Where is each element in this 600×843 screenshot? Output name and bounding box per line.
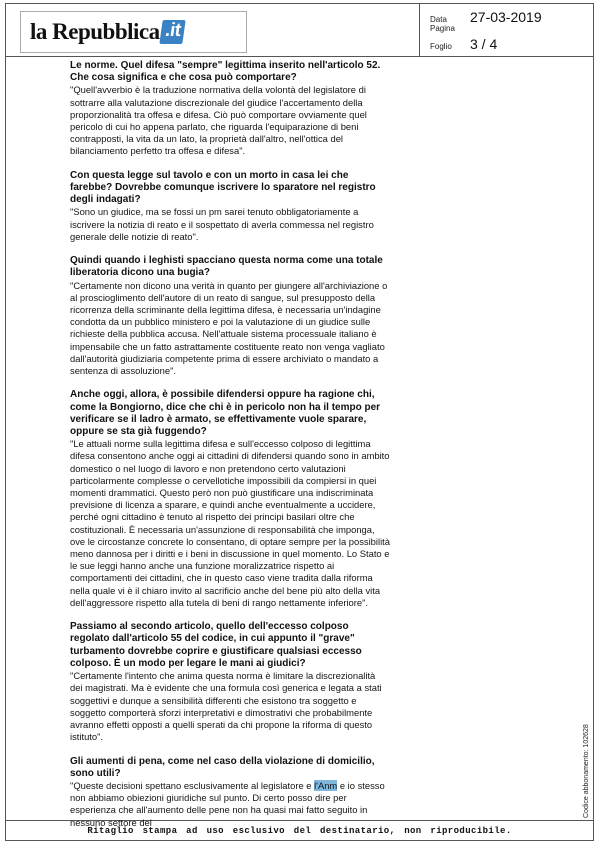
question: Passiamo al secondo articolo, quello dell'eccesso colposo regolato dall'articolo 55 del codice, in cui appunto il "grave" turbamento dovrebbe coprire e giustificare qualsiasi eccesso colposo. È un modo per legare le mani ai giudici? — [70, 621, 362, 669]
question: Quindi quando i leghisti spacciano questa norma come una totale liberatoria dicono una bugia? — [70, 255, 383, 279]
question: Con questa legge sul tavolo e con un morto in casa lei che farebbe? Dovrebbe comunque iscrivere lo sparatore nel registro degli indagati? — [70, 169, 376, 206]
qa-block — [70, 170, 390, 243]
meta-sheet — [430, 36, 497, 52]
answer: "Sono un giudice, ma se fossi un pm sarei tenuto obbligatoriamente a iscrivere la notizia di reato e il sospettato di averla commessa nel registro generale delle notizie di reato". — [70, 206, 374, 242]
header — [5, 3, 594, 57]
logo-box — [20, 11, 247, 53]
subscription-code: Codice abbonamento: 102628 — [583, 724, 590, 818]
article-body — [70, 60, 390, 841]
qa-block — [70, 621, 390, 743]
footer-notice: Ritaglio stampa ad uso esclusivo del destinatario, non riproducibile. — [5, 821, 594, 841]
highlighted-text[interactable]: l'Anm — [314, 779, 338, 791]
date-value: 27-03-2019 — [470, 9, 542, 25]
answer-text-start: "Queste decisioni spettano esclusivamente al legislatore e — [70, 779, 315, 791]
logo — [30, 17, 184, 47]
logo-suffix: .it — [159, 20, 186, 44]
answer: "Certamente non dicono una verità in quanto per giungere all'archiviazione o al proscioglimento dell'autore di un reato di sangue, sul presupposto della ricorrenza della scriminante della legittima difesa, è necessaria un'indagine condotta da un pubblico ministero e poi la valutazione di un giudice sulle richieste della pubblica accusa. Nell'attuale sistema processuale italiano è impensabile che un fatto astrattamente costituente reato non venga vagliato dall'autorità giudiziaria competente prima di essere archiviato o mandato a sentenza di assoluzione". — [70, 279, 388, 377]
answer-text-end: e io stesso non abbiamo obiezioni giuridiche sul punto. Di certo posso dire per esperienza che all'aumento delle pene non ha quasi mai fatto seguito in nessuno settore del — [70, 779, 385, 828]
meta-divider — [419, 3, 420, 57]
answer: "Quell'avverbio è la traduzione normativa della volontà del legislatore di sottrarre alla valutazione discrezionale del giudice l'accertamento della proporzionalità tra offesa e difesa. Ciò può comportare ovviamente quel pericolo di cui ho appena parlato, che riguarda l'equiparazione di beni contrapposti, la vita da un lato, la proprietà dall'altro, nell'ottica del bilanciamento perfetto tra offesa e difesa". — [70, 84, 367, 157]
question: Gli aumenti di pena, come nel caso della violazione di domicilio, sono utili? — [70, 755, 375, 779]
meta-date — [430, 9, 542, 25]
page-label: Pagina — [430, 24, 455, 33]
date-label: Data — [430, 15, 447, 24]
logo-text: la Repubblica — [30, 19, 160, 44]
qa-block — [70, 60, 390, 158]
answer: "Certamente l'intento che anima questa norma è limitare la discrezionalità dei magistrati. Ma è evidente che una formula così generica e legata a stati soggettivi e dunque a sensibilità differenti che esistono tra soggetto e soggetto comporterà sforzi interpretativi e dimostrativi che probabilmente avranno effetti opposti a quelli sperati da chi propone la riforma di questo istituto". — [70, 670, 382, 743]
qa-block-last — [70, 756, 390, 829]
question: Anche oggi, allora, è possibile difendersi oppure ha ragione chi, come la Bongiorno, dice che chi è in pericolo non ha il tempo per verificare se il ladro è armato, se effettivamente vuole sparare, oppure se sta già fuggendo? — [70, 389, 381, 438]
sheet-label: Foglio — [430, 42, 452, 51]
meta-page — [430, 24, 470, 33]
answer: "Le attuali norme sulla legittima difesa e sull'eccesso colposo di legittima difesa consentono anche oggi ai cittadini di difendersi quando sono in ambito domestico o nel luogo di lavoro e non pretendono certo valutazioni particolarmente complesse o cervellotiche impossibili da compiersi in quei momenti drammatici. Questo però non può giustificare una indiscriminata previsione di licenza a sparare, e quindi anche eventualmente a uccidere, perché ogni cittadino è tenuto al rispetto dei principi basilari oltre che costituzionali. È necessaria un'assunzione di responsabilità che imponga, ove le circostanze concrete lo consentano, di optare sempre per la possibilità meno dannosa per i diritti e i beni in discussione in quel momento. Lo Stato e le sue leggi hanno anche una funzione moralizzatrice rispetto ai comportamenti dei cittadini, che in questo caso viene tradita dalla riforma nella quale vi è il chiaro invito al sacrificio anche del bene più alto della vita dell'aggressore rispetto alla tutela di beni di rango nettamente inferiore". — [70, 438, 390, 608]
qa-block — [70, 255, 390, 377]
question: Le norme. Quel difesa "sempre" legittima inserito nell'articolo 52. Che cosa significa e che cosa può comportare? — [70, 60, 381, 84]
sheet-value: 3 / 4 — [470, 36, 498, 52]
qa-block — [70, 389, 390, 609]
